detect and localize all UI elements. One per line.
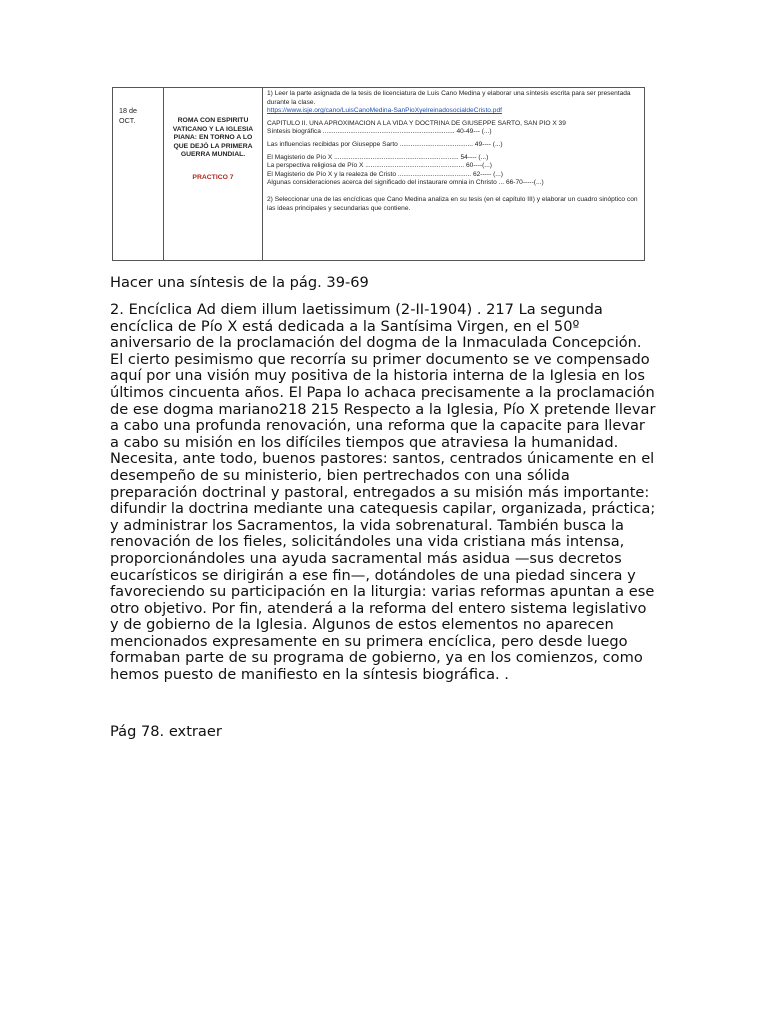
item-line: Algunas consideraciones acerca del significado del instaurare omnia in Christo ... 66-70-----(...) [267,179,544,187]
chapter-heading: CAPÍTULO II. UNA APROXIMACIÓN A LA VIDA Y DOCTRINA DE GIUSEPPE SARTO, SAN PÍO X 39 [267,119,566,127]
topic-line: ROMA CON ESPIRITU [177,117,249,124]
body-paragraph: 2. Encíclica Ad diem illum laetissimum (2-II-1904) . 217 La segunda encíclica de Pío X está dedicada a la Santísima Virgen, en el 50º aniversario de la proclamación del dogma de la Inmaculada Concepción. El cierto pesimismo que recorría su primer documento se ve compensado aquí por una visión muy positiva de la historia interna de la Iglesia en los últimos cincuenta años. El Papa lo achaca precisamente a la proclamación de ese dogma mariano218 215 Respecto a la Iglesia, Pío X pretende llevar a cabo una profunda renovación, una reforma que la capacite para llevar a cabo su misión en los difíciles tiempos que atraviesa la humanidad. Necesita, ante todo, buenos pastores: santos, centrados únicamente en el desempeño de su ministerio, bien pertrechados con una sólida preparación doctrinal y pastoral, entregados a su misión más importante: difundir la doctrina mediante una catequesis capilar, organizada, práctica; y administrar los Sacramentos, la vida sobrenatural. También busca la renovación de los fieles, solicitándoles una vida cristiana más intensa, proporcionándoles una ayuda sacramental más asidua —sus decretos eucarísticos se dirigirán a ese fin—, dotándoles de una piedad sincera y favoreciendo su participación en la liturgia: varias reformas apuntan a ese otro objetivo. Por fin, atenderá a la reforma del entero sistema legislativo y de gobierno de la Iglesia. Algunos de estos elementos no aparecen mencionados expresamente en su primera encíclica, pero desde luego formaban parte de su programa de gobierno, ya en los comienzos, como hemos puesto de manifiesto en la síntesis biográfica. . [110,301,656,684]
topic-cell [164,88,263,260]
topic-line: VATICANO Y LA IGLESIA [172,125,254,133]
task-1: 1) Leer la parte asignada de la tesis de licenciatura de Luis Cano Medina y elaborar una síntesis escrita para ser presentada durante la clase. [267,90,631,106]
topic-line: GUERRA MUNDIAL. [180,151,246,159]
item-line: La perspectiva religiosa de Pío X ...................................................... 60----(...) [267,162,492,170]
syllabus-table-image [112,87,645,261]
date-day: 18 de [119,106,137,115]
topic-line: PIANA: EN TORNO A LO [173,134,253,142]
thesis-link[interactable]: https://www.isje.org/cano/LuisCanoMedina-SanPioXyelreinadosocialdeCristo.pdf [267,107,502,115]
item-line: Las influencias recibidas por Giuseppe Sarto ........................................ 49---- (...) [267,140,503,148]
item-line: Síntesis biográfica ........................................................................ 40-49--- (...) [267,128,492,136]
topic-line: QUE DEJÓ LA PRIMERA [173,142,253,150]
date-month: OCT. [119,116,136,125]
item-line: El Magisterio de Pío X .................................................................... 54---- (...) [267,153,489,161]
assignment-cell [263,88,644,260]
practico-label: PRACTICO 7 [192,173,234,181]
task-2: 2) Seleccionar una de las encíclicas que Cano Medina analiza en su tesis (en el capítulo III) y elaborar un cuadro sinóptico con las ideas principales y secundarias que contiene. [267,195,638,212]
date-cell [113,88,164,260]
item-line: El Magisterio de Pío X y la realeza de Cristo ........................................ 62----- (...) [267,170,503,178]
page-note: Pág 78. extraer [110,723,222,740]
summary-instruction: Hacer una síntesis de la pág. 39-69 [110,274,369,291]
